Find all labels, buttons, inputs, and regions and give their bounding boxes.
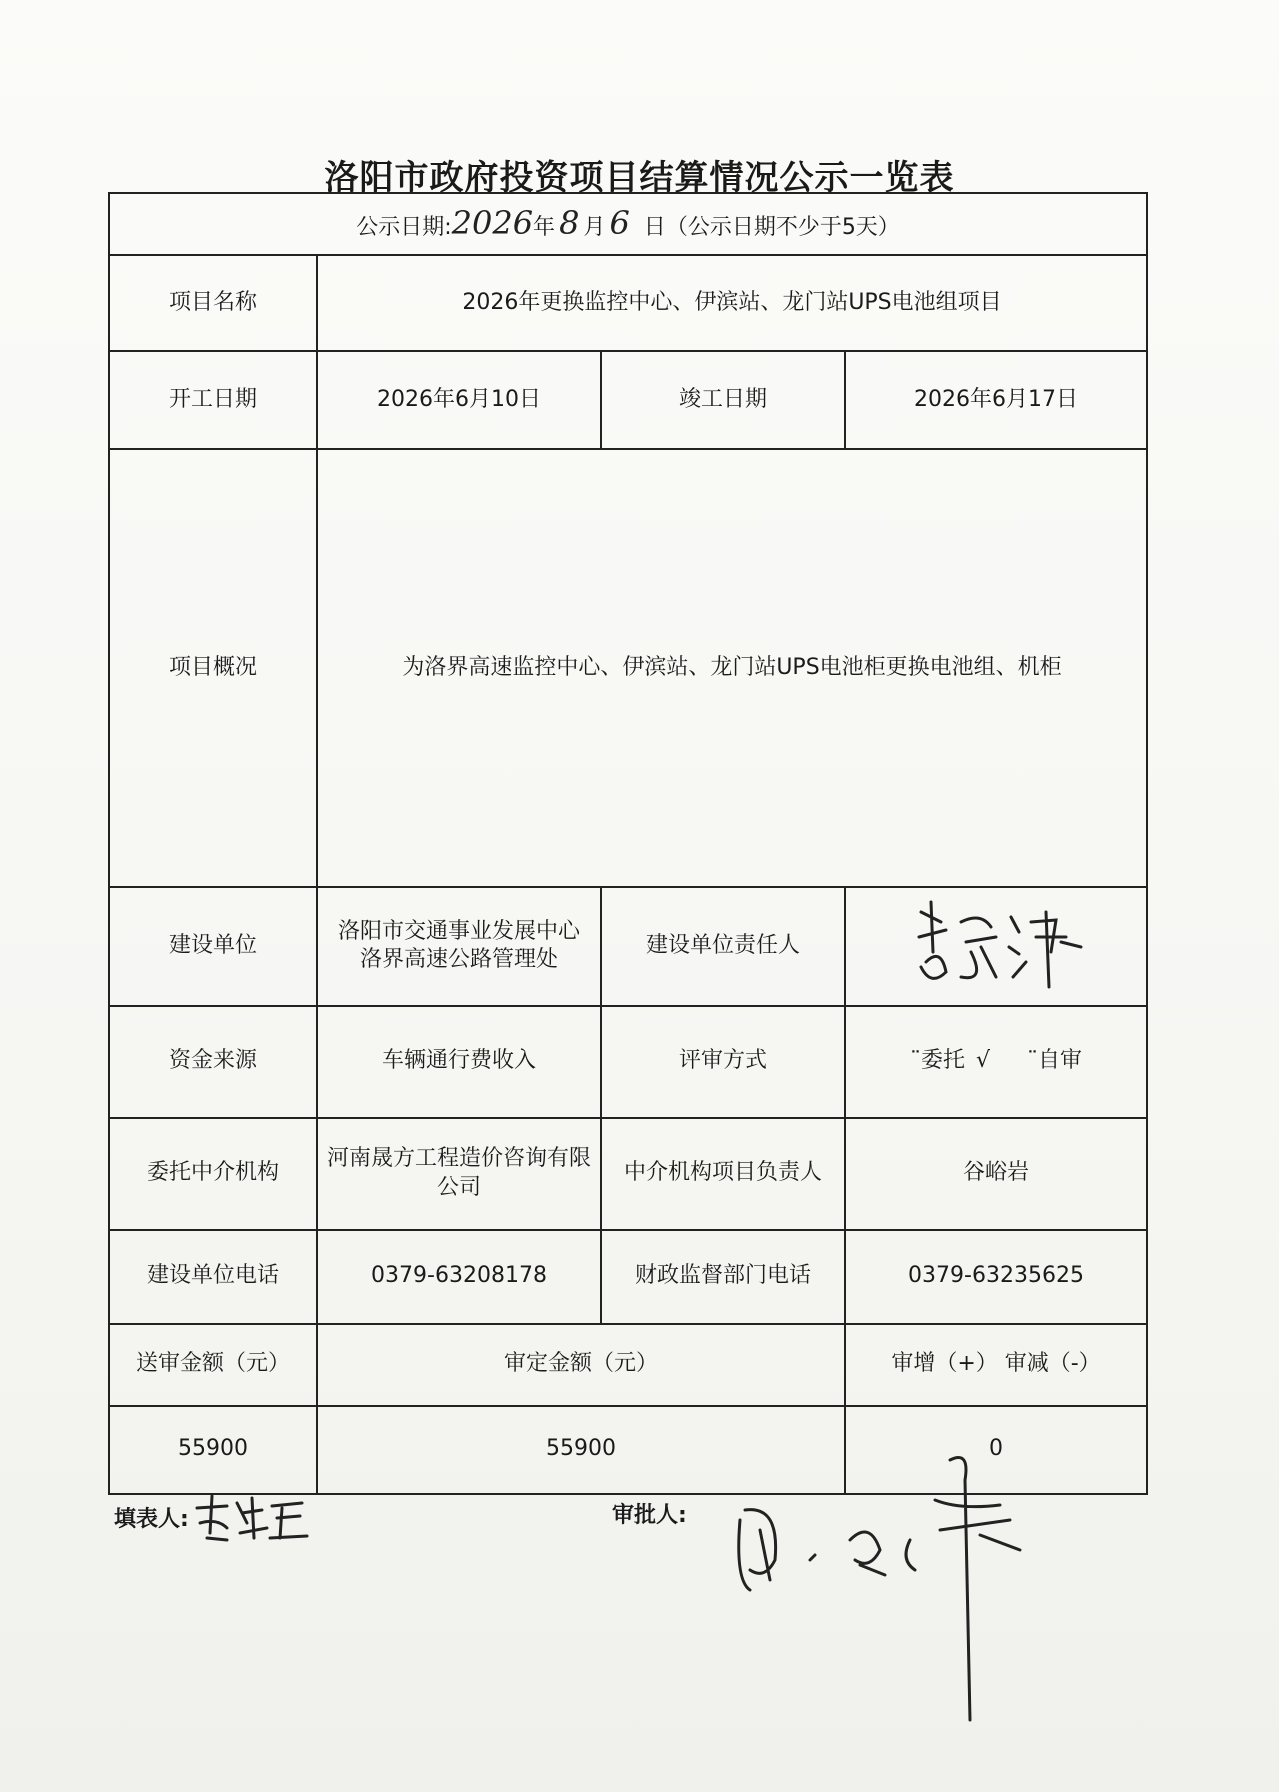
publish-note: （公示日期不少于5天） [665,215,900,241]
publish-month-unit: 月 [583,215,606,241]
builder-line-1: 洛阳市交通事业发展中心 [337,918,580,944]
builder-owner-signature-cell [845,887,1147,1006]
publish-date-label: 公示日期: [356,215,452,241]
fund-value: 车辆通行费收入 [317,1006,601,1118]
agency-value: 河南晟方工程造价咨询有限公司 [317,1118,601,1230]
publish-day: 6 [609,204,630,243]
builder-label: 建设单位 [109,887,317,1006]
page-title: 洛阳市政府投资项目结算情况公示一览表 [324,158,955,198]
difference-value: 0 [845,1406,1147,1494]
approved-amount-value: 55900 [317,1406,845,1494]
builder-line-2: 洛界高速公路管理处 [359,947,558,973]
overview-label: 项目概况 [109,449,317,887]
builder-phone-value: 0379-63208178 [317,1230,601,1324]
review-option-entrust: ¨委托 [909,1048,965,1074]
review-option-self: ¨自审 [1027,1048,1083,1074]
review-label: 评审方式 [601,1006,845,1118]
phone-row [109,1230,1147,1324]
agency-label: 委托中介机构 [109,1118,317,1230]
agency-owner-value: 谷峪岩 [845,1118,1147,1230]
approver-signature [720,1440,1040,1730]
publish-day-unit: 日 [643,215,666,241]
submitted-amount-value: 55900 [109,1406,317,1494]
builder-owner-label: 建设单位责任人 [601,887,845,1006]
settlement-table [108,192,1148,1495]
agency-row [109,1118,1147,1230]
approver-label: 审批人: [612,1503,687,1528]
overview-row [109,449,1147,887]
review-options [845,1006,1147,1118]
publish-date-cell [109,193,1147,255]
fund-label: 资金来源 [109,1006,317,1118]
project-name-label: 项目名称 [109,255,317,351]
start-date-label: 开工日期 [109,351,317,449]
end-date-value: 2026年6月17日 [845,351,1147,449]
publish-year: 2026 [451,204,534,243]
agency-owner-label: 中介机构项目负责人 [601,1118,845,1230]
amount-header-row [109,1324,1147,1406]
end-date-label: 竣工日期 [601,351,845,449]
publish-year-unit: 年 [533,215,556,241]
submitted-amount-label: 送审金额（元） [109,1324,317,1406]
review-check-mark: √ [975,1048,991,1074]
dates-row [109,351,1147,449]
project-name-value: 2026年更换监控中心、伊滨站、龙门站UPS电池组项目 [317,255,1147,351]
project-name-row [109,255,1147,351]
approved-amount-label: 审定金额（元） [317,1324,845,1406]
publish-date-row [109,193,1147,255]
finance-phone-label: 财政监督部门电话 [601,1230,845,1324]
builder-phone-label: 建设单位电话 [109,1230,317,1324]
start-date-value: 2026年6月10日 [317,351,601,449]
builder-row [109,887,1147,1006]
builder-owner-signature [901,892,1091,992]
publish-month: 8 [559,204,580,243]
difference-label: 审增（+） 审减（-） [845,1324,1147,1406]
finance-phone-value: 0379-63235625 [845,1230,1147,1324]
filler-label: 填表人: [114,1507,189,1532]
builder-value [317,887,601,1006]
overview-value: 为洛界高速监控中心、伊滨站、龙门站UPS电池柜更换电池组、机柜 [317,449,1147,887]
filler-signature [192,1488,312,1548]
fund-row [109,1006,1147,1118]
